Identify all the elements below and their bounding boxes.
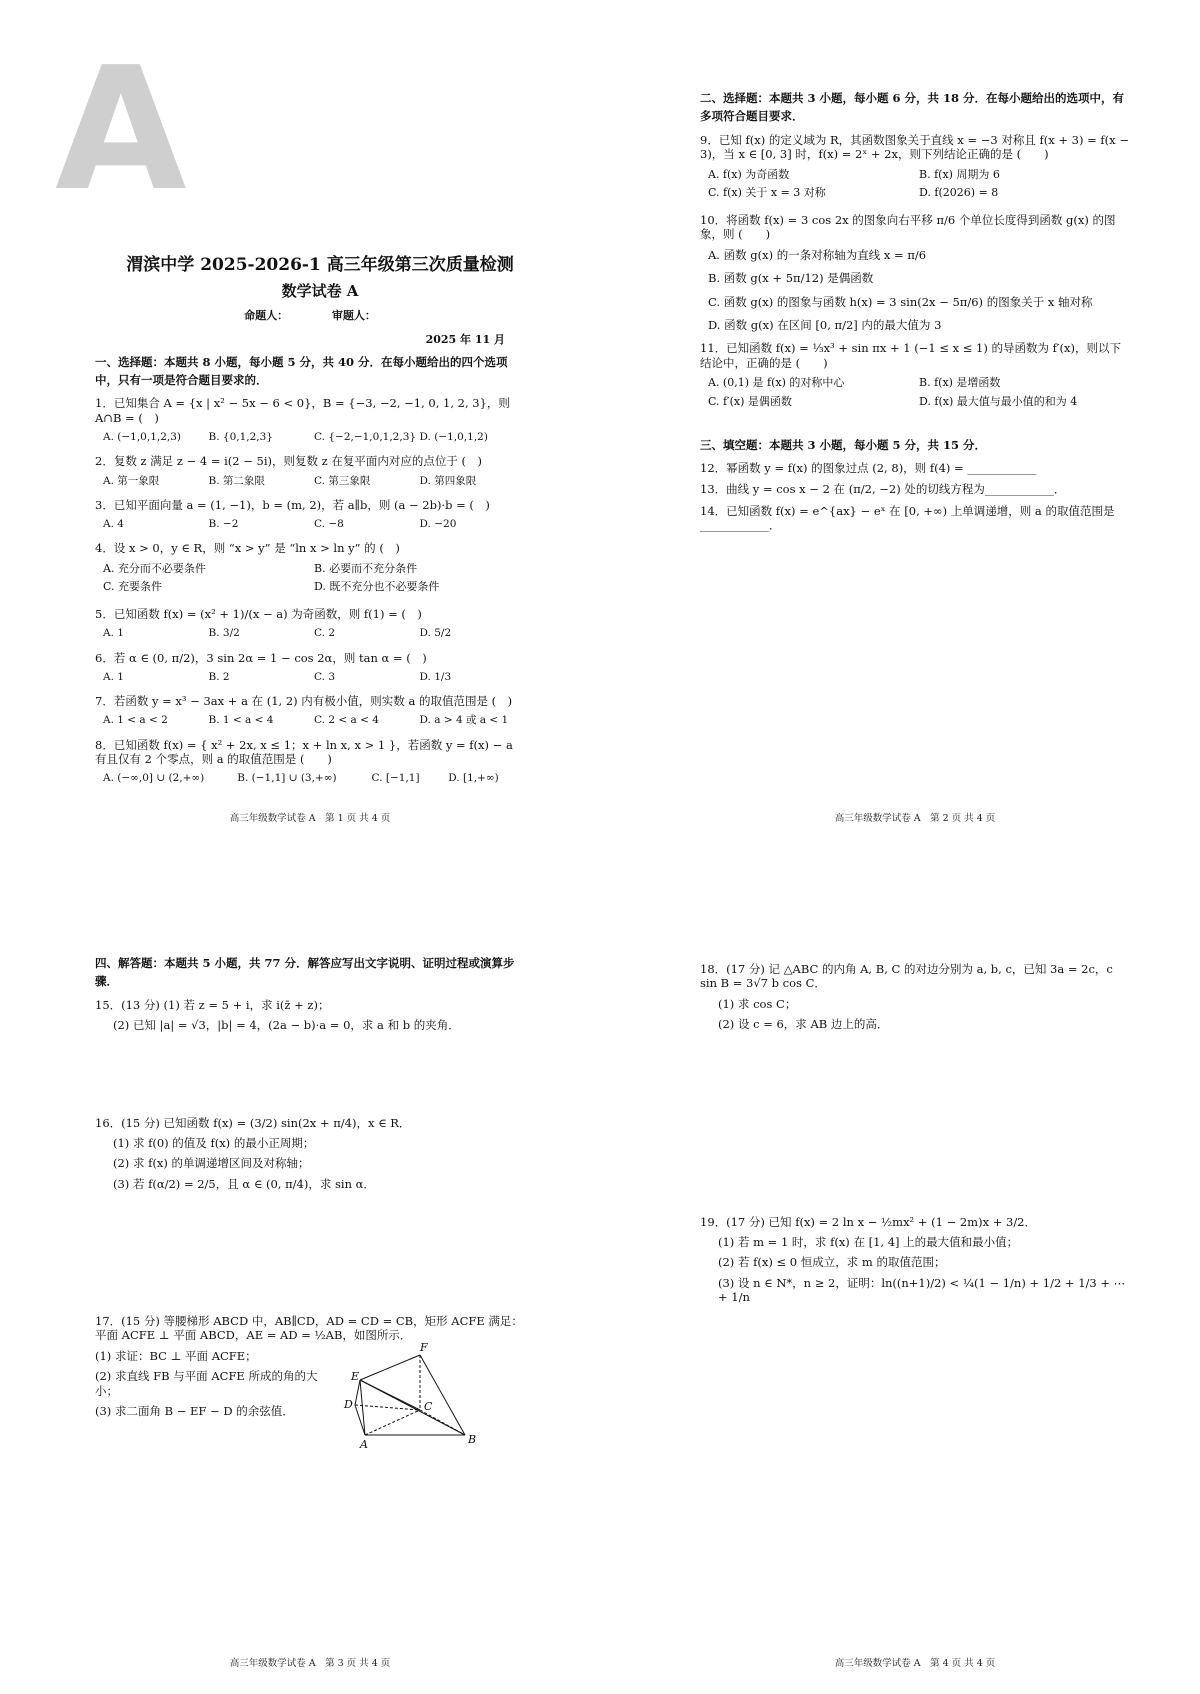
label-b: B xyxy=(468,1433,477,1446)
section-2-heading: 二、选择题：本题共 3 小题，每小题 6 分，共 18 分．在每小题给出的选项中，有多项符合题目要求． xyxy=(700,91,1125,124)
edge-dc xyxy=(355,1405,420,1410)
option-c: C. 2 xyxy=(314,627,336,640)
question-9: 9．已知 f(x) 的定义域为 R，其函数图象关于直线 x = −3 对称且 f(x + 3) = f(x − 3)，当 x ∈ [0, 3] 时，f(x) = 2ˣ + 2x，则下列结论正确的是 ( ) xyxy=(700,132,1129,162)
question-11-options xyxy=(708,376,1130,414)
option-d: D. f(x) 最大值与最小值的和为 4 xyxy=(919,394,1078,408)
question-16: 16．(15 分) 已知函数 f(x) = (3/2) sin(2x + π/4)，x ∈ R． xyxy=(95,1115,411,1130)
question-18: 18．(17 分) 记 △ABC 的内角 A, B, C 的对边分别为 a, b, c，已知 3a = 2c，c sin B = 3√7 b cos C． xyxy=(700,962,1113,991)
option-b: B. −2 xyxy=(208,518,239,531)
option-c: C. 2 < a < 4 xyxy=(314,714,379,727)
option-c: C. [−1,1] xyxy=(371,772,420,785)
question-4: 4．设 x > 0，y ∈ R，则 “x > y” 是 “ln x > ln y” 的 ( ) xyxy=(95,541,400,556)
exam-title: 渭滨中学 2025-2026-1 高三年级第三次质量检测 xyxy=(126,255,514,275)
option-d: D. 既不充分也不必要条件 xyxy=(314,580,440,594)
question-7: 7．若函数 y = x³ − 3ax + a 在 (1, 2) 内有极小值，则实数 a 的取值范围是 ( ) xyxy=(95,694,513,709)
question-13: 13．曲线 y = cos x − 2 在 (π/2, −2) 处的切线方程为____________． xyxy=(700,482,1066,497)
option-c: C. −8 xyxy=(314,518,344,531)
option-a: A. f(x) 为奇函数 xyxy=(708,167,790,181)
question-19-part-1: (1) 若 m = 1 时，求 f(x) 在 [1, 4] 上的最大值和最小值； xyxy=(718,1234,1019,1249)
option-a: A. (−1,0,1,2,3) xyxy=(103,431,182,444)
option-b: B. 3/2 xyxy=(208,627,240,640)
question-8: 8．已知函数 f(x) = { x² + 2x, x ≤ 1；x + ln x, x > 1 }，若函数 y = f(x) − a 有且仅有 2 个零点，则 a 的取值范围是 ( ) xyxy=(95,737,513,766)
question-17-part-2: (2) 求直线 FB 与平面 ACFE 所成的角的大小； xyxy=(95,1369,318,1398)
edge-ed xyxy=(355,1380,360,1405)
question-2-options xyxy=(103,475,525,488)
option-d: D. 1/3 xyxy=(419,670,452,683)
option-b: B. f(x) 周期为 6 xyxy=(919,167,1000,181)
question-12: 12．幂函数 y = f(x) 的图象过点 (2, 8)，则 f(4) = ____________ xyxy=(700,460,1037,475)
page-4 xyxy=(700,950,1130,1670)
exam-subtitle: 数学试卷 A xyxy=(281,282,359,301)
question-1-options xyxy=(103,431,525,444)
question-17-part-3: (3) 求二面角 B − EF − D 的余弦值． xyxy=(95,1403,294,1418)
option-a: A. 充分而不必要条件 xyxy=(103,561,206,575)
question-16-part-2: (2) 求 f(x) 的单调递增区间及对称轴； xyxy=(113,1156,310,1171)
option-c: C. f′(x) 是偶函数 xyxy=(708,394,792,408)
label-f: F xyxy=(420,1341,428,1354)
question-7-options xyxy=(103,714,525,727)
page-3 xyxy=(95,950,525,1670)
question-3-options xyxy=(103,518,525,531)
option-b: B. {0,1,2,3} xyxy=(208,431,273,444)
option-a: A. 函数 g(x) 的一条对称轴为直线 x = π/6 xyxy=(708,247,927,262)
option-d: D. 第四象限 xyxy=(419,474,477,487)
section-1-heading: 一、选择题：本题共 8 小题，每小题 5 分，共 40 分．在每小题给出的四个选项中，只有一项是符合题目要求的． xyxy=(95,354,508,387)
geometry-figure xyxy=(340,1340,490,1450)
question-11: 11．已知函数 f(x) = ⅓x³ + sin πx + 1 (−1 ≤ x ≤ 1) 的导函数为 f′(x)，则以下结论中，正确的是 ( ) xyxy=(700,341,1122,370)
option-d: D. (−1,0,1,2) xyxy=(419,431,488,444)
label-c: C xyxy=(424,1400,433,1413)
edge-ef xyxy=(360,1355,420,1380)
option-c: C. 3 xyxy=(314,670,336,683)
option-a: A. 4 xyxy=(103,518,124,531)
question-16-part-3: (3) 若 f(α/2) = 2/5，且 α ∈ (0, π/4)，求 sin α． xyxy=(113,1176,375,1191)
question-3: 3．已知平面向量 a = (1, −1)，b = (m, 2)，若 a∥b，则 (a − 2b)·b = ( ) xyxy=(95,497,490,512)
option-b: B. 1 < a < 4 xyxy=(208,714,274,727)
question-1: 1．已知集合 A = {x | x² − 5x − 6 < 0}，B = {−3, −2, −1, 0, 1, 2, 3}，则 A∩B = ( ) xyxy=(95,396,510,425)
question-19-part-3: (3) 设 n ∈ N*，n ≥ 2，证明：ln((n+1)/2) < ¼(1 − 1/n) + 1/2 + 1/3 + ⋯ + 1/n xyxy=(718,1275,1126,1304)
question-19: 19．(17 分) 已知 f(x) = 2 ln x − ½mx² + (1 − 2m)x + 3/2． xyxy=(700,1214,1037,1229)
question-17: 17．(15 分) 等腰梯形 ABCD 中，AB∥CD，AD = CD = CB，矩形 ACFE 满足：平面 ACFE ⊥ 平面 ABCD，AE = AD = ½AB，如图所示． xyxy=(95,1314,523,1343)
option-b: B. f(x) 是增函数 xyxy=(919,376,1001,390)
question-18-part-2: (2) 设 c = 6，求 AB 边上的高． xyxy=(718,1017,889,1032)
question-16-part-1: (1) 求 f(0) 的值及 f(x) 的最小正周期； xyxy=(113,1135,315,1150)
option-b: B. 第二象限 xyxy=(208,474,265,487)
option-a: A. (0,1) 是 f(x) 的对称中心 xyxy=(708,376,845,390)
option-d: D. a > 4 或 a < 1 xyxy=(419,714,509,727)
label-a: A xyxy=(360,1438,368,1450)
page-2 xyxy=(700,85,1130,825)
question-8-options xyxy=(103,772,525,785)
section-3-heading: 三、填空题：本题共 3 小题，每小题 5 分，共 15 分． xyxy=(700,437,987,452)
question-4-options xyxy=(103,562,525,600)
question-15-part-2: (2) 已知 |a| = √3，|b| = 4，(2a − b)·a = 0，求 a 和 b 的夹角． xyxy=(113,1018,460,1033)
option-a: A. 1 xyxy=(103,670,124,683)
option-d: D. −20 xyxy=(419,518,457,531)
option-a: A. 1 < a < 2 xyxy=(103,714,168,727)
option-a: A. 第一象限 xyxy=(103,474,160,487)
option-b: B. 函数 g(x + 5π/12) 是偶函数 xyxy=(708,271,874,286)
option-c: C. f(x) 关于 x = 3 对称 xyxy=(708,186,826,200)
option-a: A. 1 xyxy=(103,627,124,640)
page-1-footer: 高三年级数学试卷 A 第 1 页 共 4 页 xyxy=(229,813,391,825)
question-14: 14．已知函数 f(x) = e^{ax} − eˣ 在 [0, +∞) 上单调递增，则 a 的取值范围是____________． xyxy=(700,503,1115,533)
option-d: D. 函数 g(x) 在区间 [0, π/2] 内的最大值为 3 xyxy=(708,317,942,332)
question-2: 2．复数 z 满足 z − 4 = i(2 − 5i)，则复数 z 在复平面内对应的点位于 ( ) xyxy=(95,454,483,469)
question-5-options xyxy=(103,627,525,640)
option-b: B. 必要而不充分条件 xyxy=(314,561,418,575)
option-b: B. (−1,1] ∪ (3,+∞) xyxy=(237,772,337,785)
page-2-footer: 高三年级数学试卷 A 第 2 页 共 4 页 xyxy=(834,813,996,825)
question-19-part-2: (2) 若 f(x) ≤ 0 恒成立，求 m 的取值范围； xyxy=(718,1255,946,1270)
page-1 xyxy=(55,31,525,825)
watermark-letter: A xyxy=(55,31,187,229)
option-b: B. 2 xyxy=(208,670,230,683)
page-4-footer: 高三年级数学试卷 A 第 4 页 共 4 页 xyxy=(834,1658,996,1670)
option-d: D. 5/2 xyxy=(419,627,452,640)
option-c: C. 第三象限 xyxy=(314,474,371,487)
edge-ac xyxy=(365,1410,420,1435)
question-10-options xyxy=(708,248,1130,333)
question-18-part-1: (1) 求 cos C； xyxy=(718,996,797,1011)
option-c: C. 函数 g(x) 的图象与函数 h(x) = 3 sin(2x − 5π/6) 的图象关于 x 轴对称 xyxy=(708,294,1093,309)
label-d: D xyxy=(344,1398,353,1411)
question-9-options xyxy=(708,168,1130,206)
label-e: E xyxy=(351,1370,360,1383)
question-15: 15．(13 分) (1) 若 z = 5 + i，求 i(z̄ + z)； xyxy=(95,997,330,1012)
exam-authors: 命题人： 审题人： xyxy=(244,309,376,322)
question-5: 5．已知函数 f(x) = (x² + 1)/(x − a) 为奇函数，则 f(1) = ( ) xyxy=(95,607,422,622)
page-3-footer: 高三年级数学试卷 A 第 3 页 共 4 页 xyxy=(229,1658,391,1670)
question-6: 6．若 α ∈ (0, π/2)，3 sin 2α = 1 − cos 2α，则 tan α = ( ) xyxy=(95,650,427,665)
question-10: 10．将函数 f(x) = 3 cos 2x 的图象向右平移 π/6 个单位长度得到函数 g(x) 的图象，则 ( ) xyxy=(700,213,1116,242)
question-17-part-1: (1) 求证：BC ⊥ 平面 ACFE； xyxy=(95,1348,257,1363)
section-4-heading: 四、解答题：本题共 5 小题，共 77 分．解答应写出文字说明、证明过程或演算步骤． xyxy=(95,956,515,989)
option-c: C. {−2,−1,0,1,2,3} xyxy=(314,431,417,444)
option-d: D. [1,+∞) xyxy=(448,772,499,785)
exam-date: 2025 年 11 月 xyxy=(425,332,505,346)
option-a: A. (−∞,0] ∪ (2,+∞) xyxy=(103,772,205,785)
question-6-options xyxy=(103,671,525,684)
option-c: C. 充要条件 xyxy=(103,580,163,594)
option-d: D. f(2026) = 8 xyxy=(919,186,999,200)
